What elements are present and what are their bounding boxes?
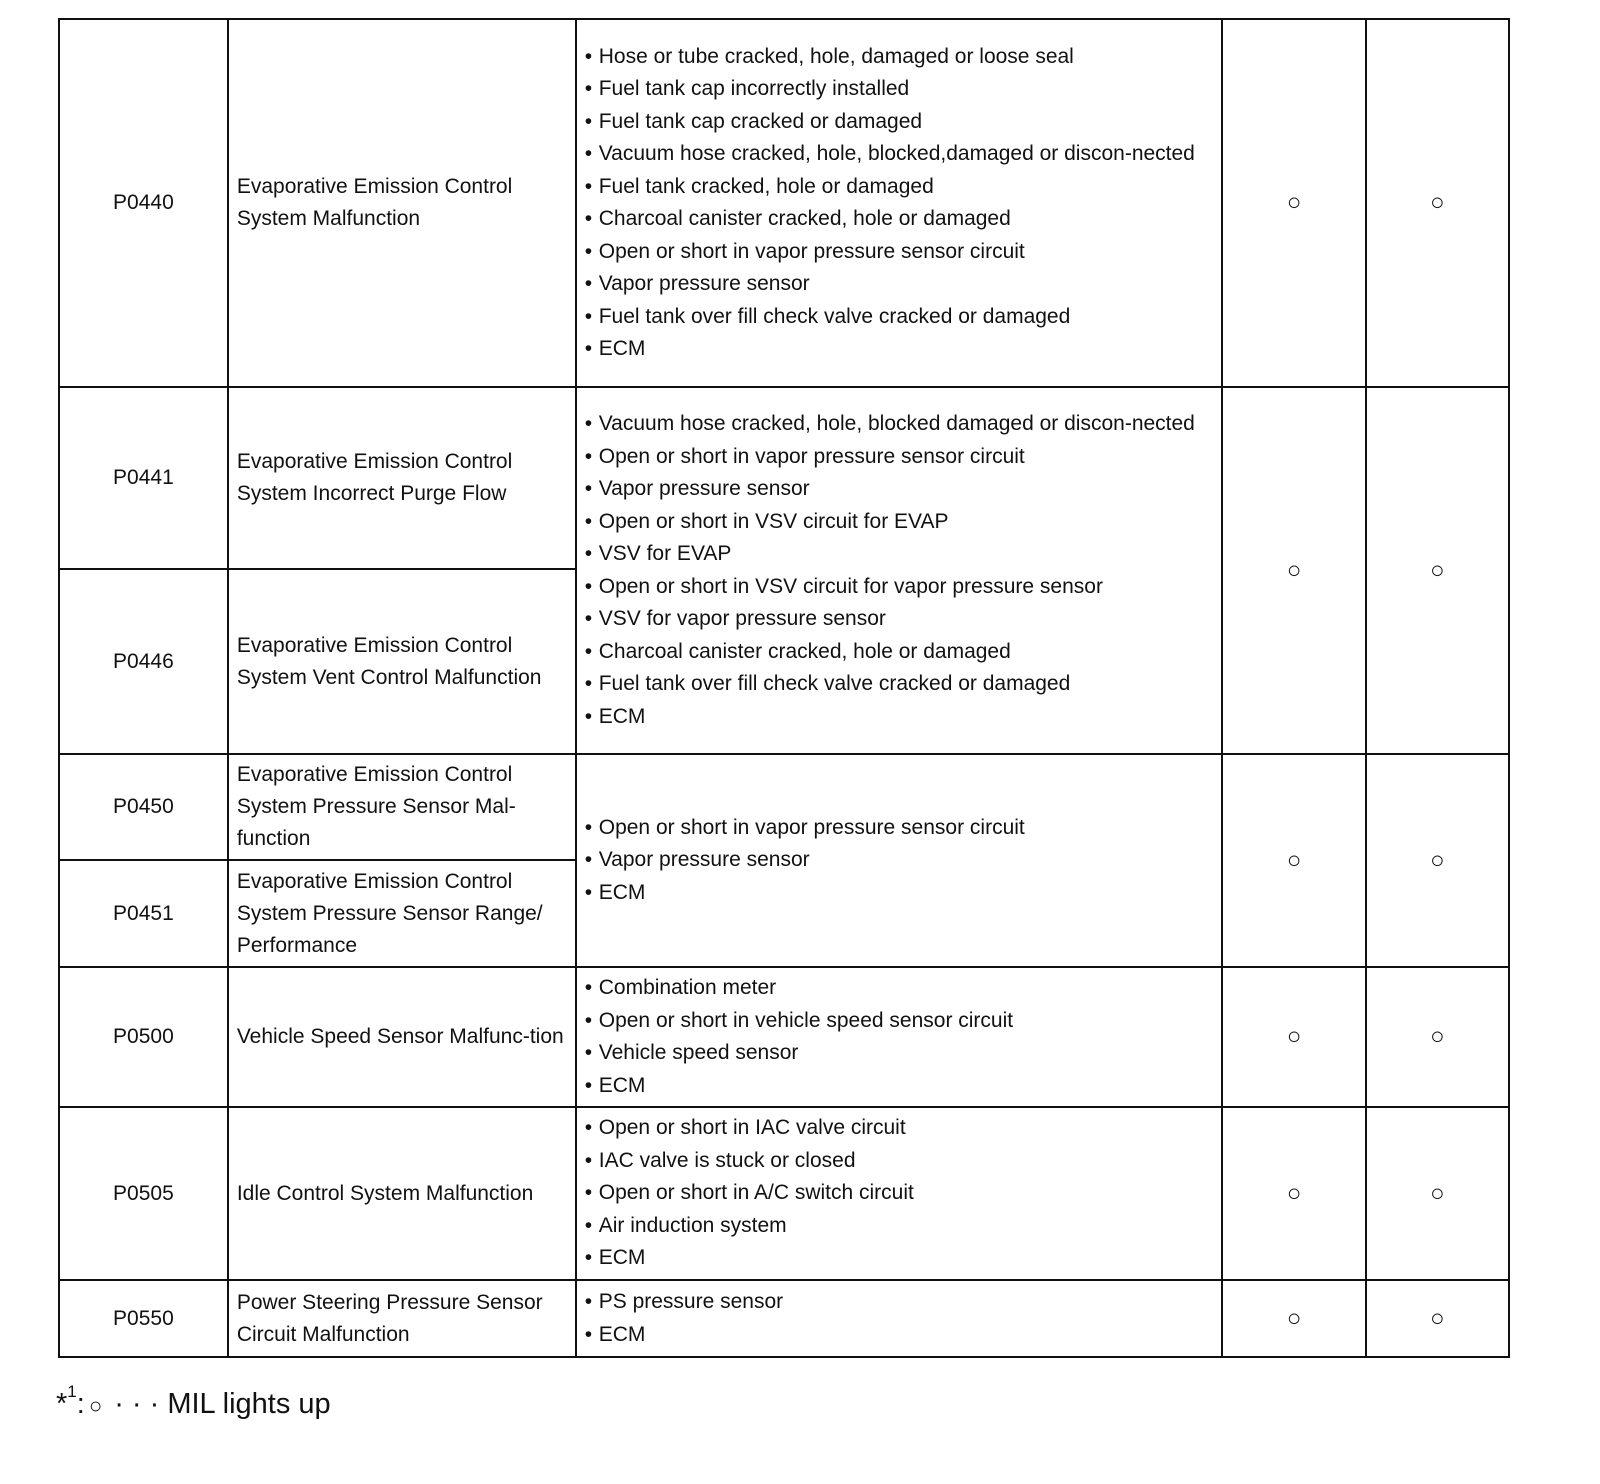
detection-item: Evaporative Emission Control System Malfunction xyxy=(228,19,576,387)
list-item: • Hose or tube cracked, hole, damaged or loose seal xyxy=(585,41,1214,74)
detection-item: Idle Control System Malfunction xyxy=(228,1107,576,1280)
footnote-colon: : xyxy=(76,1388,85,1420)
memory-indicator: ○ xyxy=(1366,967,1509,1107)
list-item: • Open or short in A/C switch circuit xyxy=(585,1177,1214,1210)
list-item: • Charcoal canister cracked, hole or damaged xyxy=(585,636,1214,669)
mil-indicator: ○ xyxy=(1222,754,1365,967)
list-item: • Fuel tank over fill check valve cracked or damaged xyxy=(585,301,1214,334)
detection-item: Power Steering Pressure Sensor Circuit Malfunction xyxy=(228,1280,576,1357)
list-item: • Fuel tank cracked, hole or damaged xyxy=(585,171,1214,204)
trouble-area xyxy=(576,1107,1223,1280)
trouble-area xyxy=(576,387,1223,754)
list-item: • Open or short in vapor pressure sensor circuit xyxy=(585,236,1214,269)
trouble-area-list xyxy=(585,41,1214,366)
dtc-code: P0550 xyxy=(59,1280,228,1357)
dtc-code: P0500 xyxy=(59,967,228,1107)
footnote xyxy=(56,1382,331,1421)
list-item: • Open or short in vehicle speed sensor circuit xyxy=(585,1005,1214,1038)
circle-icon: ○ xyxy=(88,1393,103,1418)
list-item: • Air induction system xyxy=(585,1210,1214,1243)
list-item: • Vapor pressure sensor xyxy=(585,268,1214,301)
dtc-code: P0505 xyxy=(59,1107,228,1280)
list-item: • VSV for vapor pressure sensor xyxy=(585,603,1214,636)
footnote-dots: · · · xyxy=(114,1388,160,1420)
list-item: • Fuel tank cap incorrectly installed xyxy=(585,73,1214,106)
list-item: • VSV for EVAP xyxy=(585,538,1214,571)
list-item: • Open or short in VSV circuit for EVAP xyxy=(585,506,1214,539)
mil-indicator: ○ xyxy=(1222,387,1365,754)
list-item: • ECM xyxy=(585,1242,1214,1275)
list-item: • Vehicle speed sensor xyxy=(585,1037,1214,1070)
list-item: • Vacuum hose cracked, hole, blocked damaged or discon-nected xyxy=(585,408,1214,441)
list-item: • Charcoal canister cracked, hole or damaged xyxy=(585,203,1214,236)
list-item: • ECM xyxy=(585,1319,1214,1352)
table-row xyxy=(59,1107,1509,1280)
trouble-area-list xyxy=(585,408,1214,733)
detection-item: Evaporative Emission Control System Pressure Sensor Range/ Performance xyxy=(228,860,576,967)
trouble-area-list xyxy=(585,972,1214,1102)
list-item: • ECM xyxy=(585,701,1214,734)
list-item: • Open or short in VSV circuit for vapor pressure sensor xyxy=(585,571,1214,604)
list-item: • IAC valve is stuck or closed xyxy=(585,1145,1214,1178)
memory-indicator: ○ xyxy=(1366,754,1509,967)
dtc-code: P0451 xyxy=(59,860,228,967)
detection-item: Evaporative Emission Control System Incorrect Purge Flow xyxy=(228,387,576,569)
mil-indicator: ○ xyxy=(1222,1280,1365,1357)
memory-indicator: ○ xyxy=(1366,1280,1509,1357)
trouble-area xyxy=(576,1280,1223,1357)
table-row xyxy=(59,387,1509,569)
list-item: • Vacuum hose cracked, hole, blocked,damaged or discon-nected xyxy=(585,138,1214,171)
table-row xyxy=(59,754,1509,860)
list-item: • Open or short in vapor pressure sensor circuit xyxy=(585,812,1214,845)
memory-indicator: ○ xyxy=(1366,1107,1509,1280)
list-item: • ECM xyxy=(585,333,1214,366)
trouble-area-list xyxy=(585,1112,1214,1275)
dtc-code: P0446 xyxy=(59,569,228,754)
list-item: • Open or short in IAC valve circuit xyxy=(585,1112,1214,1145)
trouble-area xyxy=(576,19,1223,387)
footnote-text: MIL lights up xyxy=(167,1388,331,1420)
detection-item: Evaporative Emission Control System Pressure Sensor Mal-function xyxy=(228,754,576,860)
list-item: • Vapor pressure sensor xyxy=(585,844,1214,877)
mil-indicator: ○ xyxy=(1222,1107,1365,1280)
mil-indicator: ○ xyxy=(1222,19,1365,387)
mil-indicator: ○ xyxy=(1222,967,1365,1107)
list-item: • ECM xyxy=(585,1070,1214,1103)
table-row xyxy=(59,19,1509,387)
memory-indicator: ○ xyxy=(1366,19,1509,387)
list-item: • Fuel tank cap cracked or damaged xyxy=(585,106,1214,139)
trouble-area-list xyxy=(585,1286,1214,1351)
list-item: • Vapor pressure sensor xyxy=(585,473,1214,506)
detection-item: Vehicle Speed Sensor Malfunc-tion xyxy=(228,967,576,1107)
table-row xyxy=(59,1280,1509,1357)
list-item: • PS pressure sensor xyxy=(585,1286,1214,1319)
trouble-area xyxy=(576,967,1223,1107)
dtc-code: P0440 xyxy=(59,19,228,387)
list-item: • Combination meter xyxy=(585,972,1214,1005)
dtc-code: P0450 xyxy=(59,754,228,860)
list-item: • Fuel tank over fill check valve cracked or damaged xyxy=(585,668,1214,701)
memory-indicator: ○ xyxy=(1366,387,1509,754)
table-row xyxy=(59,967,1509,1107)
trouble-area-list xyxy=(585,812,1214,910)
dtc-code: P0441 xyxy=(59,387,228,569)
trouble-area xyxy=(576,754,1223,967)
list-item: • Open or short in vapor pressure sensor circuit xyxy=(585,441,1214,474)
detection-item: Evaporative Emission Control System Vent Control Malfunction xyxy=(228,569,576,754)
footnote-number: 1 xyxy=(67,1382,77,1401)
dtc-table xyxy=(58,18,1510,1358)
list-item: • ECM xyxy=(585,877,1214,910)
footnote-marker: * xyxy=(56,1388,68,1420)
